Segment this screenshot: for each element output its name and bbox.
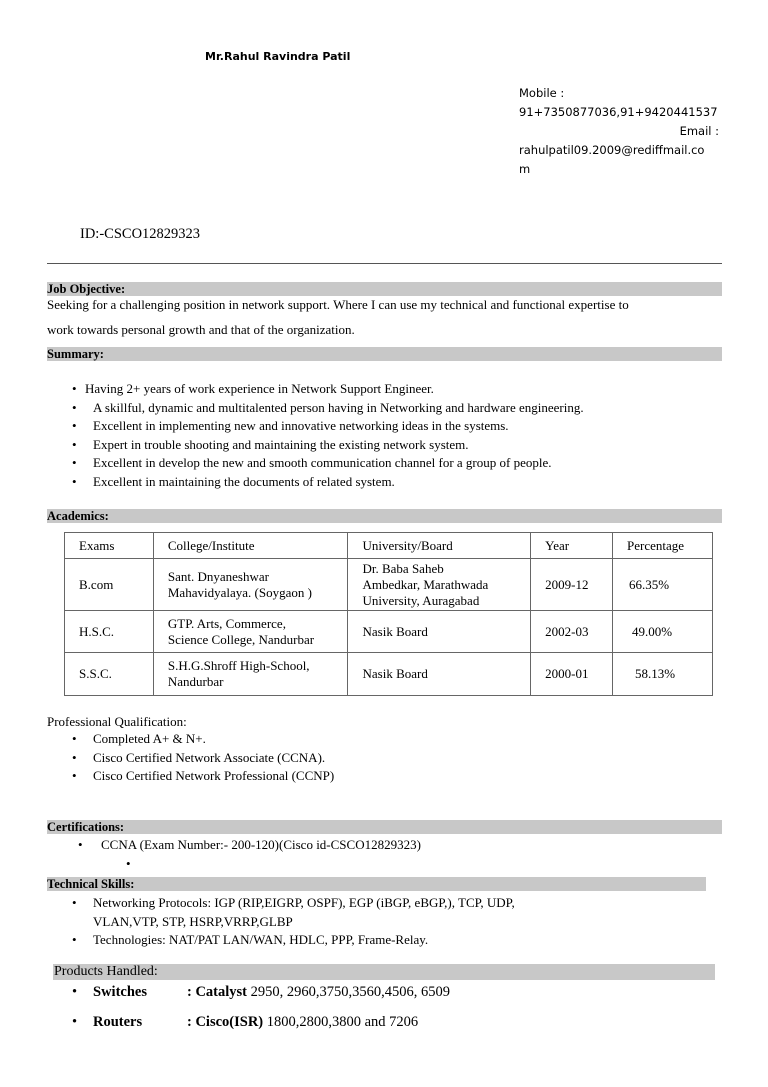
summary-list	[72, 380, 584, 491]
percentage-cell: 66.35%	[613, 559, 713, 611]
table-header-row	[65, 533, 713, 559]
column-header: Year	[531, 533, 613, 559]
cisco-id: ID:-CSCO12829323	[80, 226, 201, 242]
list-item: • Excellent in develop the new and smooth communication channel for a group of people.	[72, 455, 552, 470]
products-heading: Products Handled:	[53, 964, 715, 980]
university-cell: Nasik Board	[348, 653, 531, 696]
certifications-heading: Certifications:	[47, 820, 722, 834]
mobile-number: 91+7350877036,91+9420441537	[519, 105, 718, 119]
technical-skills-list	[72, 894, 515, 950]
routers-label: Routers	[93, 1014, 143, 1030]
switches-label: Switches	[93, 984, 147, 1000]
column-header: College/Institute	[153, 533, 348, 559]
list-item: • CCNA (Exam Number:- 200-120)(Cisco id-CSCO12829323)	[78, 837, 421, 852]
list-item: • Networking Protocols: IGP (RIP,EIGRP, OSPF), EGP (iBGP, eBGP,), TCP, UDP,	[72, 895, 515, 910]
list-item: • Excellent in maintaining the documents of related system.	[72, 473, 395, 489]
year-cell: 2000-01	[531, 653, 613, 696]
switches-brand: : Catalyst	[187, 984, 248, 1000]
summary-heading: Summary:	[47, 347, 722, 361]
list-item: • Completed A+ & N+.	[72, 731, 206, 746]
table-row	[65, 611, 713, 653]
year-cell: 2009-12	[531, 559, 613, 611]
column-header: University/Board	[348, 533, 531, 559]
exam-cell: S.S.C.	[65, 653, 154, 696]
list-item-continuation: VLAN,VTP, STP, HSRP,VRRP,GLBP	[93, 913, 293, 929]
college-cell: GTP. Arts, Commerce, Science College, Nandurbar	[153, 611, 348, 653]
candidate-name: Mr.Rahul Ravindra Patil	[205, 50, 351, 63]
academics-table	[64, 532, 713, 696]
percentage-cell: 49.00%	[613, 611, 713, 653]
header-divider	[47, 263, 722, 264]
technical-skills-heading: Technical Skills:	[47, 877, 706, 891]
college-cell: Sant. Dnyaneshwar Mahavidyalaya. (Soygaon )	[153, 559, 348, 611]
email-label: Email :	[679, 124, 719, 138]
table-row	[65, 653, 713, 696]
academics-heading: Academics:	[47, 509, 722, 523]
routers-models: 1800,2800,3800 and 7206	[266, 1014, 419, 1030]
email-address-line2: m	[519, 162, 531, 176]
percentage-cell: 58.13%	[613, 653, 713, 696]
exam-cell: H.S.C.	[65, 611, 154, 653]
job-objective-heading: Job Objective:	[47, 282, 722, 296]
list-item: • Having 2+ years of work experience in Network Support Engineer.	[72, 381, 434, 396]
column-header: Percentage	[613, 533, 713, 559]
list-item: • Expert in trouble shooting and maintaining the existing network system.	[72, 436, 469, 452]
professional-heading: Professional Qualification:	[47, 714, 187, 729]
table-row	[65, 559, 713, 611]
list-item: • Technologies: NAT/PAT LAN/WAN, HDLC, PPP, Frame-Relay.	[72, 932, 429, 947]
contact-block	[519, 84, 719, 179]
column-header: Exams	[65, 533, 154, 559]
university-cell: Dr. Baba Saheb Ambedkar, Marathwada University, Auragabad	[348, 559, 531, 611]
switches-models: 2950, 2960,3750,3560,4506, 6509	[250, 984, 451, 1000]
list-item: • A skillful, dynamic and multitalented person having in Networking and hardware engineering.	[72, 399, 584, 415]
list-item: • Cisco Certified Network Professional (CCNP)	[72, 768, 335, 783]
mobile-label: Mobile :	[519, 86, 565, 100]
list-item: • Excellent in implementing new and innovative networking ideas in the systems.	[72, 418, 509, 433]
exam-cell: B.com	[65, 559, 154, 611]
college-cell: S.H.G.Shroff High-School, Nandurbar	[153, 653, 348, 696]
list-item: • Cisco Certified Network Associate (CCNA).	[72, 749, 326, 765]
year-cell: 2002-03	[531, 611, 613, 653]
job-objective-line2: work towards personal growth and that of the organization.	[47, 322, 355, 337]
certifications-list	[78, 836, 421, 873]
professional-list	[72, 730, 334, 786]
email-address-line1: rahulpatil09.2009@rediffmail.co	[519, 143, 705, 157]
routers-brand: : Cisco(ISR)	[187, 1014, 264, 1030]
list-item: •	[126, 855, 131, 871]
university-cell: Nasik Board	[348, 611, 531, 653]
job-objective-line1: Seeking for a challenging position in network support. Where I can use my technical and functional expertise to	[47, 297, 629, 312]
